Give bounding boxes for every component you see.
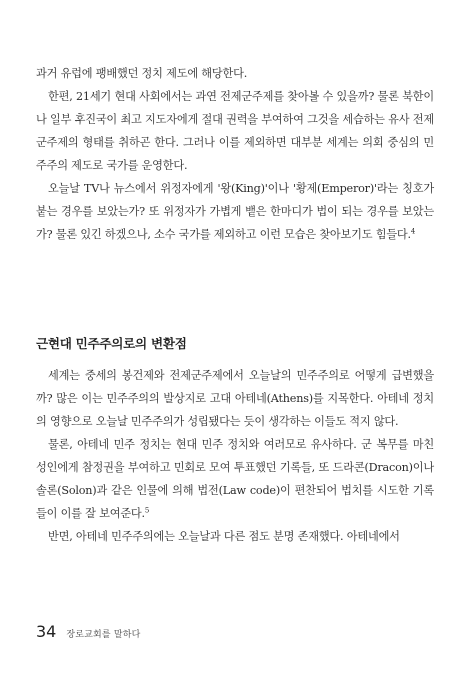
page-number: 34 bbox=[36, 622, 57, 641]
paragraph bbox=[36, 85, 434, 177]
paragraph-text: 물론, 아테네 민주 정치는 현대 민주 정치와 여러모로 유사하다. 군 복무를 마친 성인에게 참정권을 부여하고 민회로 모여 투표했던 기록들, 또 드라콘(Dracon)이나 솔론(Solon)과 같은 인물에 의해 법전(Law code)이 편찬되어 법치를 시도한 기록들이 이를 잘 보여준다. bbox=[36, 438, 434, 520]
paragraph bbox=[36, 525, 434, 548]
footnote-reference: 4 bbox=[410, 227, 416, 236]
footnote-reference: 5 bbox=[144, 506, 150, 515]
page-footer bbox=[36, 622, 141, 641]
paragraph bbox=[36, 364, 434, 433]
section-democracy-turning-point bbox=[36, 334, 434, 548]
paragraph-text: 한편, 21세기 현대 사회에서는 과연 전제군주제를 찾아볼 수 있을까? 물론 북한이나 일부 후진국이 최고 지도자에게 절대 권력을 부여하여 그것을 세습하는 유사 전제군주제의 형태를 취하곤 한다. 그러나 이를 제외하면 대부분 세계는 의회 중심의 민주주의 제도로 국가를 운영한다. bbox=[36, 90, 434, 172]
paragraph-text: 세계는 중세의 봉건제와 전제군주제에서 오늘날의 민주주의로 어떻게 급변했을까? 많은 이는 민주주의의 발상지로 고대 아테네(Athens)를 지목한다. 아테네 정치의 영향으로 오늘날 민주주의가 성립됐다는 듯이 생각하는 이들도 적지 않다. bbox=[36, 369, 434, 428]
paragraph-text: 과거 유럽에 팽배했던 정치 제도에 해당한다. bbox=[36, 67, 248, 80]
running-title: 장로교회를 말하다 bbox=[66, 630, 141, 640]
paragraph bbox=[36, 433, 434, 525]
section-heading: 근현대 민주주의로의 변환점 bbox=[36, 336, 187, 351]
paragraph bbox=[36, 62, 434, 85]
body-text bbox=[36, 62, 434, 246]
paragraph bbox=[36, 177, 434, 246]
paragraph-text: 오늘날 TV나 뉴스에서 위정자에게 '왕(King)'이나 '황제(Emperor)'라는 칭호가 붙는 경우를 보았는가? 또 위정자가 가볍게 뱉은 한마디가 법이 되는 경우를 보았는가? 물론 있긴 하겠으나, 소수 국가를 제외하고 이런 모습은 찾아보기도 힘들다. bbox=[36, 182, 434, 241]
paragraph-text: 반면, 아테네 민주주의에는 오늘날과 다른 점도 분명 존재했다. 아테네에서 bbox=[48, 530, 400, 543]
